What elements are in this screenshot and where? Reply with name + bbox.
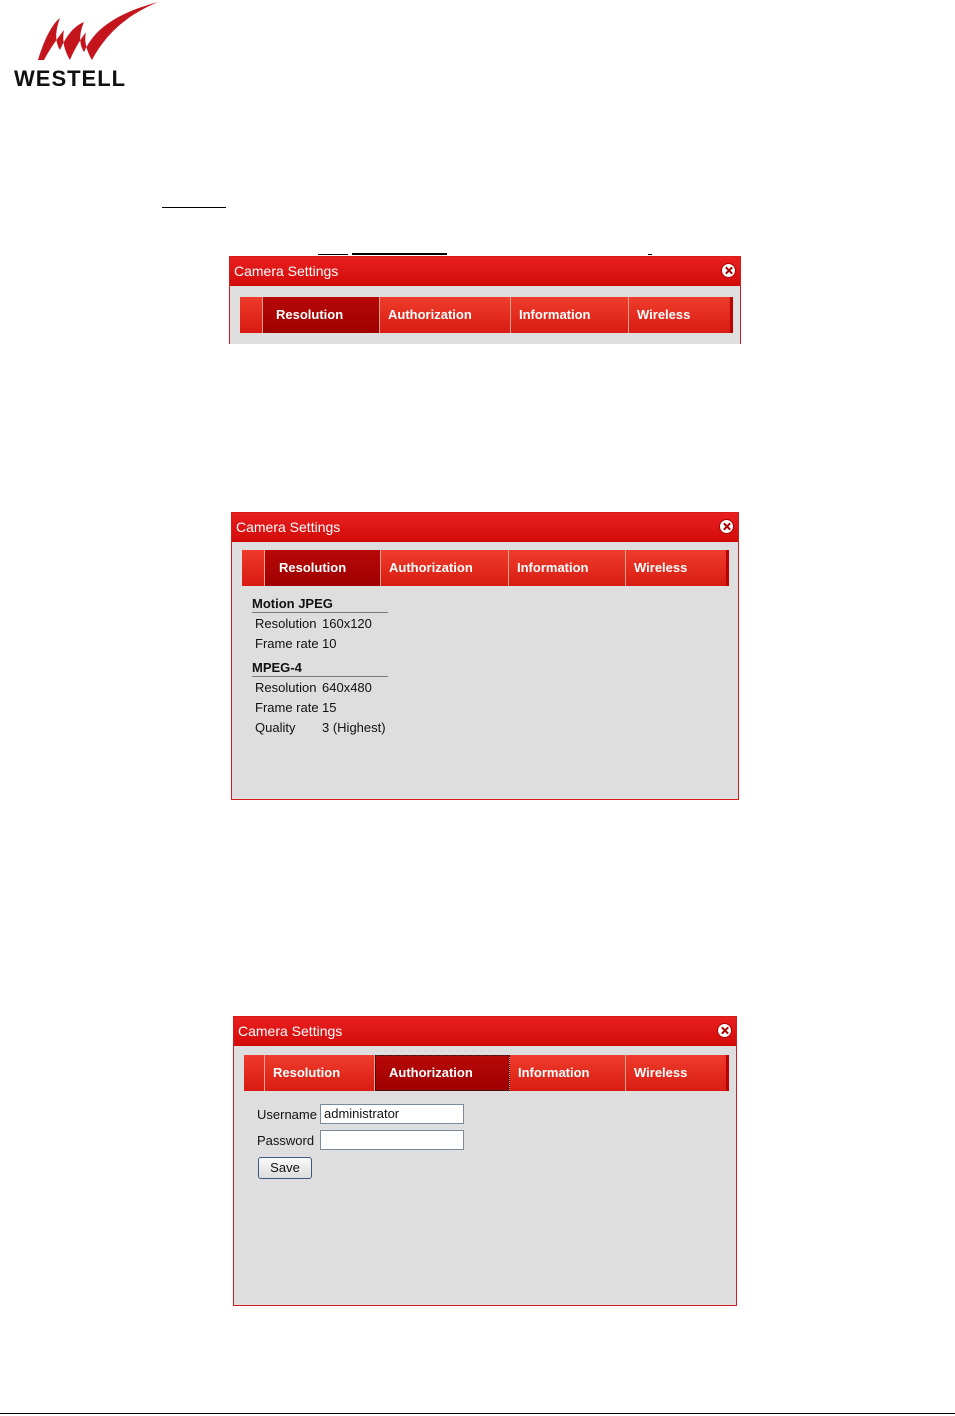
dialog-titlebar: [230, 257, 740, 286]
password-label: Password: [257, 1133, 315, 1148]
tab-authorization[interactable]: Authorization: [381, 550, 509, 586]
mpeg4-framerate-row: [255, 700, 336, 715]
framerate-label: Frame rate: [255, 700, 319, 715]
tab-information[interactable]: Information: [510, 1055, 626, 1091]
mpeg4-resolution-row: [255, 680, 372, 695]
save-button[interactable]: Save: [258, 1157, 312, 1179]
framerate-value: 10: [322, 636, 337, 651]
tab-resolution[interactable]: Resolution: [265, 550, 381, 586]
resolution-value: 160x120: [322, 616, 372, 631]
close-icon[interactable]: [717, 1023, 732, 1038]
tab-bar: [244, 1055, 729, 1091]
tab-authorization[interactable]: Authorization: [380, 297, 511, 333]
tab-bar-stub: [240, 297, 263, 333]
dialog-title: Camera Settings: [234, 263, 339, 279]
tab-bar-stub: [242, 550, 265, 586]
tab-bar: [240, 297, 733, 333]
logo-swoosh-icon: [34, 0, 164, 66]
tab-authorization[interactable]: Authorization: [375, 1055, 510, 1091]
mjpeg-resolution-row: [255, 616, 372, 631]
westell-logo: [14, 0, 164, 92]
framerate-value: 15: [322, 700, 337, 715]
text-fragment-underline: [162, 207, 226, 208]
dialog-title: Camera Settings: [236, 519, 341, 535]
tab-wireless[interactable]: Wireless: [629, 297, 728, 333]
tab-bar: [242, 550, 729, 586]
password-field[interactable]: [320, 1130, 464, 1150]
close-icon[interactable]: [719, 519, 734, 534]
username-label: Username: [257, 1107, 317, 1122]
text-fragment-line: [648, 254, 652, 255]
camera-settings-dialog-2: [231, 512, 739, 800]
tab-resolution[interactable]: Resolution: [265, 1055, 375, 1091]
tab-wireless[interactable]: Wireless: [626, 1055, 724, 1091]
close-icon[interactable]: [721, 263, 736, 278]
motion-jpeg-heading: Motion JPEG: [252, 596, 388, 613]
quality-label: Quality: [255, 720, 296, 735]
logo-wordmark: WESTELL: [14, 66, 127, 91]
resolution-value: 640x480: [322, 680, 372, 695]
mjpeg-framerate-row: [255, 636, 336, 651]
camera-settings-dialog-1: [229, 256, 741, 344]
camera-settings-dialog-3: [233, 1016, 737, 1306]
tab-wireless[interactable]: Wireless: [626, 550, 724, 586]
text-fragment-line: [318, 254, 348, 255]
footer-divider: [0, 1413, 955, 1414]
quality-value: 3 (Highest): [322, 720, 386, 735]
dialog-title: Camera Settings: [238, 1023, 343, 1039]
resolution-label: Resolution: [255, 680, 317, 695]
tab-resolution[interactable]: Resolution: [263, 297, 380, 333]
tab-bar-stub: [244, 1055, 265, 1091]
framerate-label: Frame rate: [255, 636, 319, 651]
text-fragment-line: [352, 253, 447, 255]
mpeg4-heading: MPEG-4: [252, 660, 388, 677]
mpeg4-quality-row: [255, 720, 386, 735]
tab-information[interactable]: Information: [511, 297, 629, 333]
username-field[interactable]: administrator: [320, 1104, 464, 1124]
tab-information[interactable]: Information: [509, 550, 626, 586]
dialog-titlebar: [234, 1017, 736, 1046]
dialog-titlebar: [232, 513, 738, 542]
resolution-label: Resolution: [255, 616, 317, 631]
